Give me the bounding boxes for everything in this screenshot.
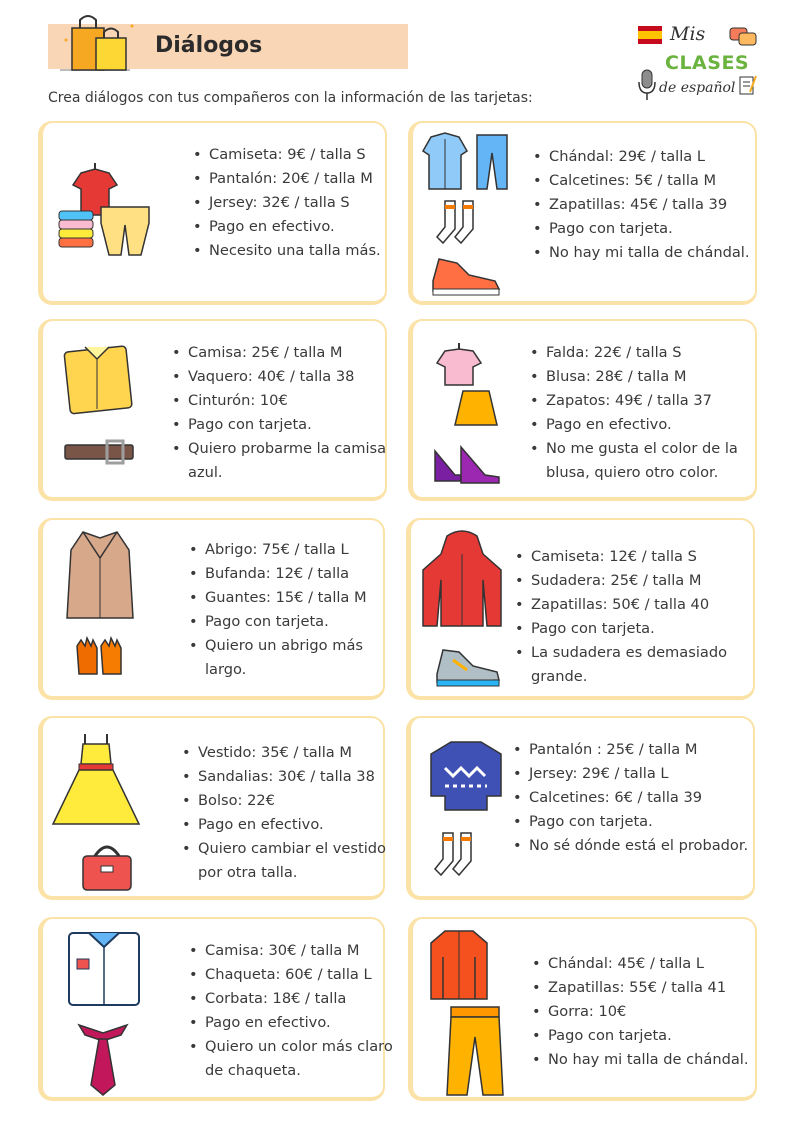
card-2-list <box>531 145 774 265</box>
gloves-icon <box>73 634 129 684</box>
list-item: • Sandalias: 30€ / talla 38 <box>198 765 403 789</box>
jacket-jeans-icon <box>421 131 511 191</box>
list-item: • Cinturón: 10€ <box>188 389 403 413</box>
dialogue-card-3 <box>38 319 387 501</box>
card-10-list <box>530 952 776 1072</box>
logo-text-de-espanol: de español <box>659 80 736 96</box>
list-item: • Corbata: 18€ / talla <box>205 987 405 1011</box>
card-3-list <box>170 341 403 485</box>
dialogue-card-7 <box>38 716 385 900</box>
dialogue-card-10 <box>408 917 757 1101</box>
list-item: • Necesito una talla más. <box>209 239 404 263</box>
card-8-list <box>511 738 774 858</box>
shirt-icon <box>61 341 133 415</box>
list-item: • Pago en efectivo. <box>209 215 404 239</box>
list-item: • Zapatillas: 45€ / talla 39 <box>549 193 774 217</box>
list-item: • Vestido: 35€ / talla M <box>198 741 403 765</box>
list-item: • Pago con tarjeta. <box>188 413 403 437</box>
list-item: • Calcetines: 5€ / talla M <box>549 169 774 193</box>
list-item: • Pago con tarjeta. <box>205 610 405 634</box>
socks-icon <box>435 199 485 247</box>
card-5-list <box>187 538 405 682</box>
dress-shirt-icon <box>65 925 143 1009</box>
list-item: • Falda: 22€ / talla S <box>546 341 776 365</box>
heels-icon <box>431 441 503 485</box>
logo <box>632 18 764 108</box>
clothes-set-icon <box>55 159 155 259</box>
list-item: • Pago en efectivo. <box>546 413 776 437</box>
dialogue-card-8 <box>406 716 755 900</box>
list-item: • Camisa: 25€ / talla M <box>188 341 403 365</box>
spain-flag-icon <box>638 26 662 44</box>
list-item: • Pago con tarjeta. <box>548 1024 776 1048</box>
tie-icon <box>73 1019 133 1097</box>
list-item: • Quiero probarme la camisa azul. <box>188 437 403 485</box>
list-item: • Quiero cambiar el vestido por otra talla. <box>198 837 403 885</box>
list-item: • Zapatos: 49€ / talla 37 <box>546 389 776 413</box>
logo-text-clases: CLASES <box>665 52 750 74</box>
list-item: • Chándal: 45€ / talla L <box>548 952 776 976</box>
dialogue-card-4 <box>408 319 757 501</box>
list-item: • Zapatillas: 55€ / talla 41 <box>548 976 776 1000</box>
list-item: • Jersey: 32€ / talla S <box>209 191 404 215</box>
list-item: • Blusa: 28€ / talla M <box>546 365 776 389</box>
list-item: • Pago con tarjeta. <box>529 810 774 834</box>
list-item: • Guantes: 15€ / talla M <box>205 586 405 610</box>
list-item: • Camiseta: 12€ / talla S <box>531 545 774 569</box>
list-item: • Calcetines: 6€ / talla 39 <box>529 786 774 810</box>
list-item: • Quiero un color más claro de chaqueta. <box>205 1035 405 1083</box>
list-item: • Vaquero: 40€ / talla 38 <box>188 365 403 389</box>
list-item: • Bufanda: 12€ / talla <box>205 562 405 586</box>
card-9-list <box>187 939 405 1083</box>
dress-icon <box>51 730 141 830</box>
list-item: • Sudadera: 25€ / talla M <box>531 569 774 593</box>
hoodie-icon <box>417 530 507 630</box>
dialogue-card-9 <box>38 917 393 1101</box>
list-item: • Pago con tarjeta. <box>549 217 774 241</box>
list-item: • Quiero un abrigo más largo. <box>205 634 405 682</box>
card-4-list <box>528 341 776 485</box>
track-jacket-icon <box>427 927 491 1003</box>
track-pants-icon <box>443 1003 507 1099</box>
coat-icon <box>65 528 135 622</box>
list-item: • Pago en efectivo. <box>205 1011 405 1035</box>
list-item: • Chándal: 29€ / talla L <box>549 145 774 169</box>
microphone-icon <box>636 68 658 102</box>
list-item: • La sudadera es demasiado grande. <box>531 641 774 689</box>
belt-icon <box>63 437 135 467</box>
handbag-icon <box>79 838 135 894</box>
sneaker-icon <box>429 251 501 299</box>
list-item: • Pantalón : 25€ / talla M <box>529 738 774 762</box>
card-7-list <box>180 741 403 885</box>
list-item: • Pantalón: 20€ / talla M <box>209 167 404 191</box>
running-shoe-icon <box>433 640 503 690</box>
notepad-icon <box>738 74 758 96</box>
list-item: • Pago en efectivo. <box>198 813 403 837</box>
list-item: • No hay mi talla de chándal. <box>549 241 774 265</box>
list-item: • Jersey: 29€ / talla L <box>529 762 774 786</box>
list-item: • Abrigo: 75€ / talla L <box>205 538 405 562</box>
shopping-bags-icon <box>60 10 140 74</box>
list-item: • Camiseta: 9€ / talla S <box>209 143 404 167</box>
dialogue-card-6 <box>406 518 755 700</box>
card-6-list <box>513 545 774 689</box>
sweater-icon <box>427 738 505 814</box>
list-item: • No sé dónde está el probador. <box>529 834 774 858</box>
blouse-skirt-icon <box>429 341 499 429</box>
list-item: • Pago con tarjeta. <box>531 617 774 641</box>
dialogue-card-5 <box>38 518 385 700</box>
list-item: • No hay mi talla de chándal. <box>548 1048 776 1072</box>
list-item: • Chaqueta: 60€ / talla L <box>205 963 405 987</box>
speech-bubbles-icon <box>728 26 758 48</box>
dialogue-card-2 <box>408 121 757 305</box>
card-1-list <box>191 143 404 263</box>
logo-text-mis: Mis <box>670 23 706 45</box>
list-item: • No me gusta el color de la blusa, quiero otro color. <box>546 437 776 485</box>
list-item: • Bolso: 22€ <box>198 789 403 813</box>
instructions: Crea diálogos con tus compañeros con la información de las tarjetas: <box>48 90 533 106</box>
socks-icon <box>433 830 483 880</box>
dialogue-card-1 <box>38 121 387 305</box>
list-item: • Zapatillas: 50€ / talla 40 <box>531 593 774 617</box>
list-item: • Camisa: 30€ / talla M <box>205 939 405 963</box>
list-item: • Gorra: 10€ <box>548 1000 776 1024</box>
page-title: Diálogos <box>155 33 263 58</box>
